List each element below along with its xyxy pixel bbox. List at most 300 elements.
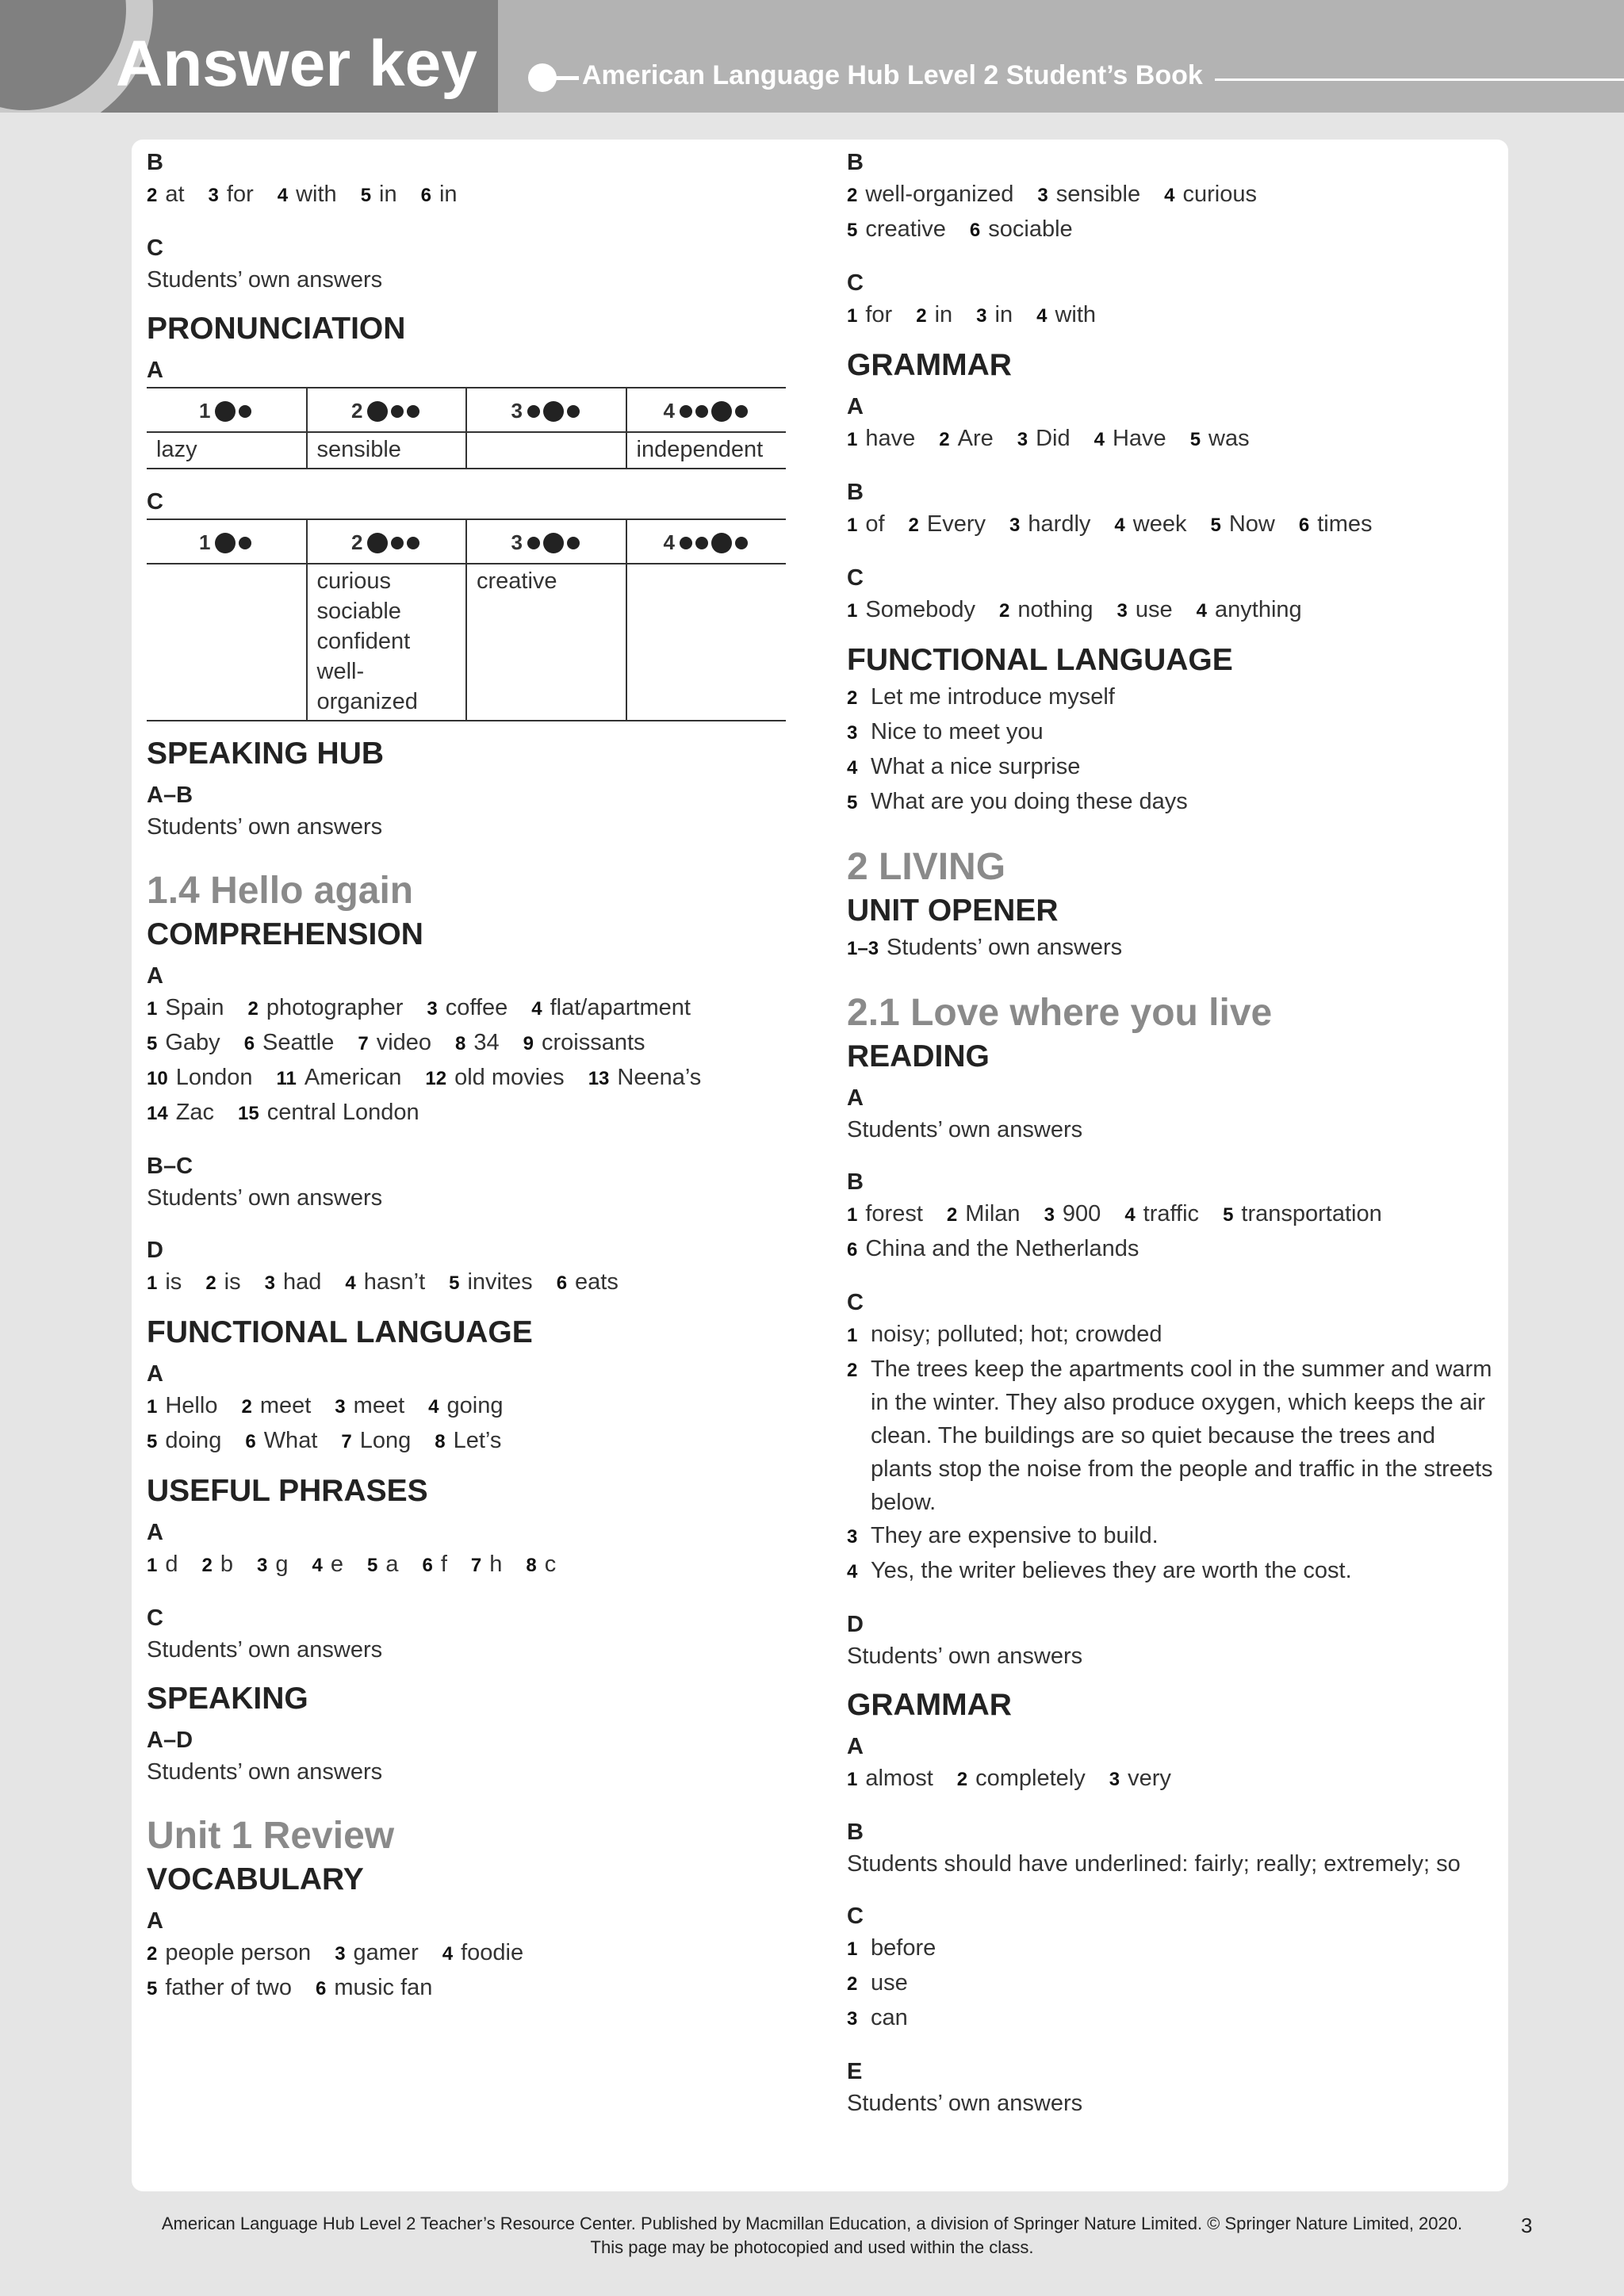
answer-item [421,178,458,212]
answer-row [147,1026,797,1061]
item-number: 3 [1009,515,1021,536]
item-answer: use [871,1970,908,1996]
section-heading: FUNCTIONAL LANGUAGE [147,1315,533,1349]
answer-item [999,593,1094,628]
answer-row [847,593,1497,628]
answer-row [847,212,1497,247]
answer-item [265,1265,322,1300]
left-column [147,140,797,2006]
answer-item [1299,507,1373,542]
item-answer: going [446,1393,504,1418]
item-number: 5 [847,792,858,813]
item-number: 2 [247,998,259,1020]
item-number: 2 [916,305,927,327]
item-number: 4 [277,185,289,206]
answer-item [449,1265,533,1300]
item-answer: meet [353,1393,405,1418]
table-cell: lazy [147,432,307,469]
answer-item [423,1548,447,1582]
item-answer: China and the Netherlands [865,1236,1139,1261]
answer-item [531,991,691,1026]
item-answer: father of two [165,1975,292,2000]
item-number: 3 [335,1396,346,1418]
table-cell: creative [466,564,626,721]
exercise-label: A [147,1520,163,1545]
answer-item [276,1061,401,1096]
answer-item [526,1548,556,1582]
item-answer: transportation [1241,1201,1382,1226]
exercise-label: A [847,394,864,419]
item-number: 3 [847,722,858,744]
answer-item [312,1548,344,1582]
item-answer: almost [865,1766,933,1791]
item-number: 6 [969,220,981,241]
item-number: 8 [435,1431,446,1452]
item-number: 6 [422,1555,433,1576]
page-number: 3 [1521,2214,1533,2237]
answer-item [916,298,952,333]
item-answer: croissants [542,1030,645,1055]
exercise-label: C [847,1290,864,1315]
stress-header-1: 1 [147,519,307,564]
item-answer: forest [865,1201,923,1226]
item-number: 12 [425,1068,447,1089]
item-answer: traffic [1143,1201,1200,1226]
item-number: 4 [345,1272,356,1294]
answer-item [358,1026,431,1061]
list-item [847,2001,1497,2036]
answer-row [847,298,1497,333]
unit-title: Unit 1 Review [147,1815,395,1857]
item-answer: sociable [988,216,1073,242]
answer-item [257,1548,289,1582]
item-number: 4 [1124,1204,1136,1226]
item-answer: had [282,1269,322,1295]
answer-item [202,1548,234,1582]
exercise-label: A [147,1908,163,1934]
item-number: 6 [315,1978,327,1999]
answer-rows [147,991,797,1131]
answer-text: Students’ own answers [147,814,383,840]
stress-table-c [147,519,786,721]
exercise-label: A–B [147,783,193,808]
item-answer: Long [359,1428,412,1453]
item-answer: Have [1112,426,1166,451]
item-answer: is [165,1269,182,1295]
exercise-label: A [847,1085,864,1111]
item-number: 6 [243,1033,255,1054]
header-rule [1215,78,1624,81]
answer-row [147,1548,797,1582]
item-number: 2 [939,429,950,450]
answer-text: Students’ own answers [147,267,383,293]
answer-item [847,212,946,247]
list-item [847,1966,1497,2001]
item-answer: Let’s [453,1428,502,1453]
item-answer: at [165,182,185,207]
item-answer: very [1128,1766,1171,1791]
answer-item [147,1096,214,1131]
exercise-label: C [847,565,864,591]
list-item [847,1519,1497,1554]
item-answer: is [224,1269,241,1295]
item-answer: sensible [1055,182,1141,207]
item-answer: Every [926,511,986,537]
answer-item [1124,1197,1199,1232]
item-number: 13 [588,1068,610,1089]
item-answer: week [1132,511,1187,537]
answer-row [847,507,1497,542]
stress-header-4: 4 [626,388,787,432]
answer-item [1197,593,1302,628]
answer-item [1164,178,1257,212]
item-number: 3 [847,2008,858,2030]
item-answer: f [440,1552,447,1577]
answer-item [1017,422,1071,457]
item-number: 7 [470,1555,482,1576]
page-title: Answer key [116,28,477,100]
exercise-label: C [147,1605,163,1631]
exercise-label: A [847,1734,864,1759]
item-number: 2 [847,1360,858,1381]
item-answer: nothing [1017,597,1094,622]
answer-item [147,1424,221,1459]
item-answer: hasn’t [363,1269,426,1295]
item-number: 6 [1298,515,1310,536]
item-number: 2 [999,600,1010,622]
item-answer: Nice to meet you [871,719,1044,744]
stress-header-2: 2 [307,519,467,564]
item-number: 2 [847,1973,858,1995]
item-answer: foodie [461,1940,524,1965]
bullet-dot-icon [528,63,557,92]
list-item [847,1931,1497,1966]
item-number: 1 [847,1325,858,1346]
item-answer: of [865,511,885,537]
item-answer: hardly [1028,511,1091,537]
answer-item [1037,178,1140,212]
item-answer: video [376,1030,432,1055]
item-number: 1 [847,305,858,327]
section-heading: SPEAKING [147,1682,308,1716]
book-subtitle: American Language Hub Level 2 Student’s Book [582,60,1203,90]
list-item [847,715,1497,750]
item-answer: Hello [165,1393,218,1418]
answer-item [1009,507,1090,542]
item-answer: with [1055,302,1097,327]
answer-item [147,1061,252,1096]
answer-item [244,1026,335,1061]
stress-header-3: 3 [466,388,626,432]
exercise-label: C [147,489,163,515]
answer-item [147,1971,292,2006]
right-column [847,140,1497,2120]
item-number: 4 [847,1561,858,1582]
item-number: 3 [257,1555,268,1576]
item-number: 2 [147,185,158,206]
item-answer: What [263,1428,318,1453]
item-answer: Neena’s [617,1065,702,1090]
item-answer: invites [467,1269,533,1295]
item-number: 8 [455,1033,466,1054]
item-answer: The trees keep the apartments cool in the summer and warm in the winter. They also produce oxygen, which keeps the air clean. The buildings are so quiet because the trees and plants stop the noise from the people and traffic in the streets below. [871,1357,1493,1515]
answer-item [847,422,915,457]
answer-list [847,680,1497,820]
list-item [847,785,1497,820]
answer-item [248,991,404,1026]
exercise-label: A–D [147,1728,193,1753]
item-number: 7 [341,1431,352,1452]
exercise-label: D [847,1612,864,1637]
answer-item [847,1232,1139,1267]
exercise-label: A [147,358,163,383]
answer-item [316,1971,432,2006]
item-number: 2 [205,1272,216,1294]
item-answer: anything [1215,597,1302,622]
answer-item [442,1936,523,1971]
section-heading: UNIT OPENER [847,894,1059,928]
answer-item [1109,1762,1171,1797]
item-answer: have [865,426,916,451]
answer-item [428,1389,503,1424]
answer-item [147,1548,178,1582]
section-heading: PRONUNCIATION [147,312,406,346]
exercise-label: A [147,1361,163,1387]
item-number: 2 [147,1943,158,1965]
answer-text: Students’ own answers [147,1637,383,1663]
item-answer: coffee [445,995,508,1020]
item-number: 3 [208,185,219,206]
item-number: 6 [245,1431,256,1452]
item-number: 6 [556,1272,568,1294]
answer-item [1114,507,1186,542]
item-number: 9 [523,1033,534,1054]
item-number: 3 [1037,185,1048,206]
exercise-label: B–C [147,1154,193,1179]
item-answer: What a nice surprise [871,754,1081,779]
answer-row [147,1096,797,1131]
item-number: 2 [847,185,858,206]
item-answer: a [385,1552,399,1577]
section-heading: VOCABULARY [147,1862,364,1896]
stress-header-1: 1 [147,388,307,432]
item-number: 1 [147,998,158,1020]
item-number: 5 [1223,1204,1234,1226]
item-number: 3 [1109,1769,1120,1790]
item-number: 7 [358,1033,369,1054]
item-number: 5 [147,1978,158,1999]
answer-item [847,1197,923,1232]
item-answer: London [175,1065,253,1090]
bullet-dash [555,76,579,80]
exercise-label: B [147,150,163,175]
answer-item [435,1424,501,1459]
item-number: 3 [335,1943,346,1965]
item-answer: in [379,182,397,207]
answer-item [1117,593,1173,628]
item-answer: before [871,1935,936,1961]
item-number: 4 [847,757,858,779]
answer-item [335,1936,419,1971]
item-number: 3 [1017,429,1028,450]
item-answer: Now [1228,511,1275,537]
section-heading: GRAMMAR [847,348,1012,382]
item-answer: was [1208,426,1250,451]
item-answer: creative [865,216,946,242]
footer-copyright: American Language Hub Level 2 Teacher’s Resource Center. Published by Macmillan Education, a division of Springer Nature Limited. © Springer Nature Limited, 2020. [161,2214,1463,2233]
item-answer: doing [165,1428,222,1453]
answer-item [147,991,224,1026]
answer-item [425,1061,564,1096]
item-number: 1 [847,1938,858,1960]
item-number: 3 [1044,1204,1055,1226]
item-answer: music fan [334,1975,433,2000]
item-answer: completely [975,1766,1086,1791]
answer-rows [147,1389,797,1459]
answer-item [147,1389,217,1424]
item-answer: meet [259,1393,312,1418]
item-answer: h [489,1552,503,1577]
answer-list [847,1318,1497,1589]
exercise-label: C [147,235,163,261]
answer-item [939,422,994,457]
answer-item [1210,507,1274,542]
item-answer: gamer [353,1940,419,1965]
answer-row: 1–3 Students’ own answers [847,935,1123,960]
item-answer: b [220,1552,233,1577]
stress-header-4: 4 [626,519,787,564]
item-answer: in [439,182,458,207]
section-heading: GRAMMAR [847,1688,1012,1722]
answer-item [523,1026,645,1061]
section-heading: COMPREHENSION [147,917,423,951]
item-number: 5 [147,1033,158,1054]
item-answer: well-organized [865,182,1014,207]
answer-rows [847,1197,1497,1267]
item-number: 3 [847,1526,858,1548]
answer-rows [847,178,1497,247]
item-number: 3 [1116,600,1128,622]
item-number: 5 [847,220,858,241]
answer-item [847,178,1013,212]
item-number: 2 [241,1396,252,1418]
answer-item [847,298,892,333]
answer-item [847,507,885,542]
item-answer: g [275,1552,289,1577]
exercise-label: A [147,963,163,989]
item-answer: What are you doing these days [871,789,1188,814]
item-answer: Let me introduce myself [871,684,1115,710]
item-number: 1 [147,1555,158,1576]
item-answer: Seattle [262,1030,335,1055]
answer-item [147,178,185,212]
answer-item [976,298,1013,333]
answer-text: Students’ own answers [147,1185,383,1211]
unit-title: 2.1 Love where you live [847,992,1273,1034]
item-number: 4 [312,1555,323,1576]
table-cell [626,564,787,721]
section-heading: READING [847,1039,990,1073]
exercise-label: B [847,1820,864,1845]
answer-item [1036,298,1096,333]
list-item [847,1554,1497,1589]
item-answer: 900 [1062,1201,1101,1226]
item-answer: old movies [454,1065,565,1090]
item-number: 4 [1094,429,1105,450]
list-item [847,1318,1497,1353]
item-number: 8 [526,1555,537,1576]
answer-row [147,1389,797,1424]
answer-item [909,507,986,542]
item-answer: people person [165,1940,312,1965]
item-answer: for [865,302,893,327]
item-answer: Did [1036,426,1071,451]
answer-item [947,1197,1021,1232]
stress-header-2: 2 [307,388,467,432]
item-answer: noisy; polluted; hot; crowded [871,1322,1162,1347]
header-band [498,0,1624,113]
answer-item [957,1762,1086,1797]
item-number: 5 [1189,429,1201,450]
item-number: 1 [847,515,858,536]
answer-text: Students’ own answers [847,1117,1083,1142]
exercise-label: C [847,1904,864,1929]
item-answer: photographer [266,995,404,1020]
item-number: 4 [442,1943,454,1965]
answer-text: Students’ own answers [147,1759,383,1785]
item-number: 4 [531,998,542,1020]
answer-row [147,1971,797,2006]
item-answer: use [1135,597,1173,622]
item-answer: Somebody [865,597,976,622]
answer-row [147,1424,797,1459]
list-item [847,750,1497,785]
item-answer: Are [957,426,994,451]
exercise-label: B [847,1169,864,1195]
item-answer: e [330,1552,343,1577]
item-answer: in [934,302,953,327]
answer-item [427,991,508,1026]
answer-item [1190,422,1250,457]
item-number: 6 [847,1239,858,1261]
answer-item [341,1424,411,1459]
answer-row [847,178,1497,212]
item-answer: curious [1182,182,1257,207]
answer-row [847,422,1497,457]
answer-text: Students’ own answers [847,1644,1083,1669]
answer-row [847,1232,1497,1267]
item-number: 4 [1114,515,1125,536]
answer-item [367,1548,399,1582]
item-number: 11 [276,1068,297,1089]
unit-title: 1.4 Hello again [147,870,414,912]
item-number: 1 [147,1272,158,1294]
item-number: 4 [428,1396,439,1418]
list-item [847,680,1497,715]
item-number: 1 [847,1769,858,1790]
item-number: 3 [264,1272,275,1294]
item-number: 1 [847,429,858,450]
answer-row [147,1061,797,1096]
item-number: 4 [1196,600,1208,622]
item-answer: eats [575,1269,619,1295]
answer-item [1223,1197,1382,1232]
answer-item [335,1389,404,1424]
item-answer: central London [266,1100,419,1125]
item-number: 2 [847,687,858,709]
answer-item [278,178,337,212]
item-number: 5 [360,185,372,206]
